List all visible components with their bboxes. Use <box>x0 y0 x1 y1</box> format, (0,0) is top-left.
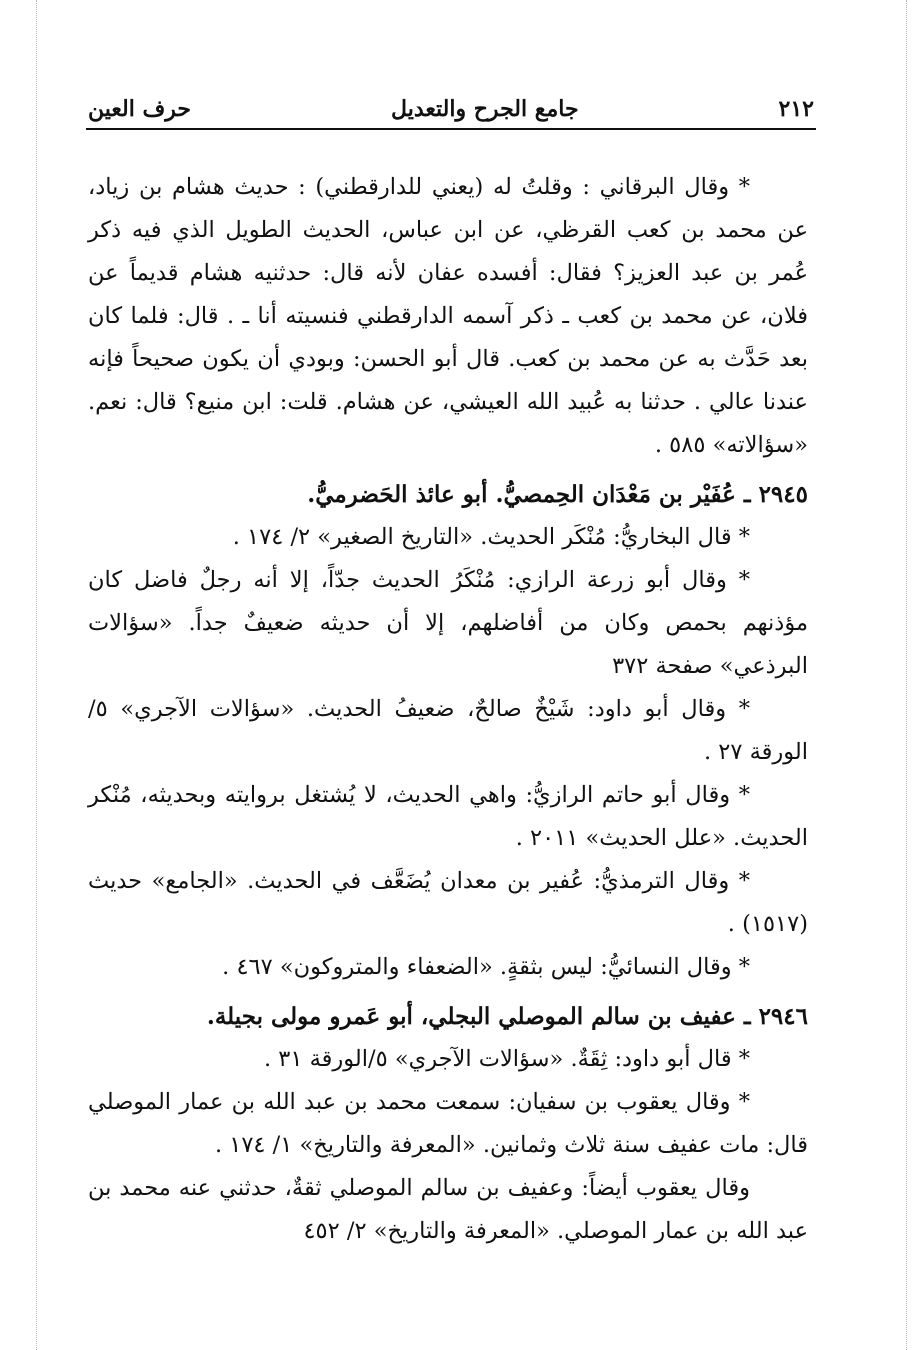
page-number: ٢١٢ <box>778 96 814 122</box>
running-header <box>88 82 814 122</box>
citation-paragraph: * وقال أبو حاتم الرازيُّ: واهي الحديث، لا يُشتغل بروايته وبحديثه، مُنْكر الحديث. «علل الحديث» ٢٠١١ . <box>88 782 808 851</box>
entry-heading: ٢٩٤٦ ـ عفيف بن سالم الموصلي البجلي، أبو عَمرو مولى بجيلة. <box>206 1003 808 1030</box>
citation-paragraph: * قال البخاريُّ: مُنْكَر الحديث. «التاريخ الصغير» ٢/ ١٧٤ . <box>232 524 750 550</box>
scan-margin-left <box>36 0 37 1350</box>
page-body <box>88 166 808 1253</box>
citation-paragraph: وقال يعقوب أيضاً: وعفيف بن سالم الموصلي ثقةٌ، حدثني عنه محمد بن عبد الله بن عمار الموصلي. «المعرفة والتاريخ» ٢/ ٤٥٢ <box>88 1175 808 1244</box>
citation-paragraph: * قال أبو داود: ثِقَةٌ. «سؤالات الآجري» ٥/الورقة ٣١ . <box>263 1046 750 1072</box>
citation-paragraph: * وقال أبو زرعة الرازي: مُنْكَرُ الحديث جدّاً، إلا أنه رجلٌ فاضل كان مؤذنهم بحمص وكان من أفاضلهم، إلا أن حديثه ضعيفٌ جداً. «سؤالات البرذعي» صفحة ٣٧٢ <box>88 567 808 679</box>
citation-paragraph: * وقال النسائيُّ: ليس بثقةٍ. «الضعفاء والمتروكون» ٤٦٧ . <box>222 954 750 980</box>
citation-paragraph: * وقال أبو داود: شَيْخٌ صالحٌ، ضعيفُ الحديث. «سؤالات الآجري» ٥/الورقة ٢٧ . <box>88 696 808 765</box>
entry-heading: ٢٩٤٥ ـ عُفَيْر بن مَعْدَان الحِمصيُّ. أبو عائذ الحَضرميُّ. <box>307 481 808 508</box>
scan-margin-right <box>906 0 907 1350</box>
section-title: حرف العين <box>88 96 192 122</box>
citation-paragraph: * وقال البرقاني : وقلتُ له (يعني للدارقطني) : حديث هشام بن زياد، عن محمد بن كعب القرظي، عن ابن عباس، الحديث الطويل الذي فيه ذكر عُمر بن عبد العزيز؟ فقال: أفسده عفان لأنه قال: حدثنيه هشام قديماً عن فلان، عن محمد بن كعب ـ ذكر آسمه الدارقطني فنسيته أنا ـ . قال: فلما كان بعد حَدَّث به عن محمد بن كعب. قال أبو الحسن: وبودي أن يكون صحيحاً فإنه عندنا عالي . حدثنا به عُبيد الله العيشي، عن هشام. قلت: ابن منيع؟ قال: نعم. «سؤالاته» ٥٨٥ . <box>88 174 808 458</box>
citation-paragraph: * وقال الترمذيُّ: عُفير بن معدان يُضَعَّف في الحديث. «الجامع» حديث (١٥١٧) . <box>88 868 808 937</box>
book-title: جامع الجرح والتعديل <box>391 96 579 122</box>
citation-paragraph: * وقال يعقوب بن سفيان: سمعت محمد بن عبد الله بن عمار الموصلي قال: مات عفيف سنة ثلاث وثمانين. «المعرفة والتاريخ» ١/ ١٧٤ . <box>88 1089 808 1158</box>
header-rule <box>86 128 816 130</box>
